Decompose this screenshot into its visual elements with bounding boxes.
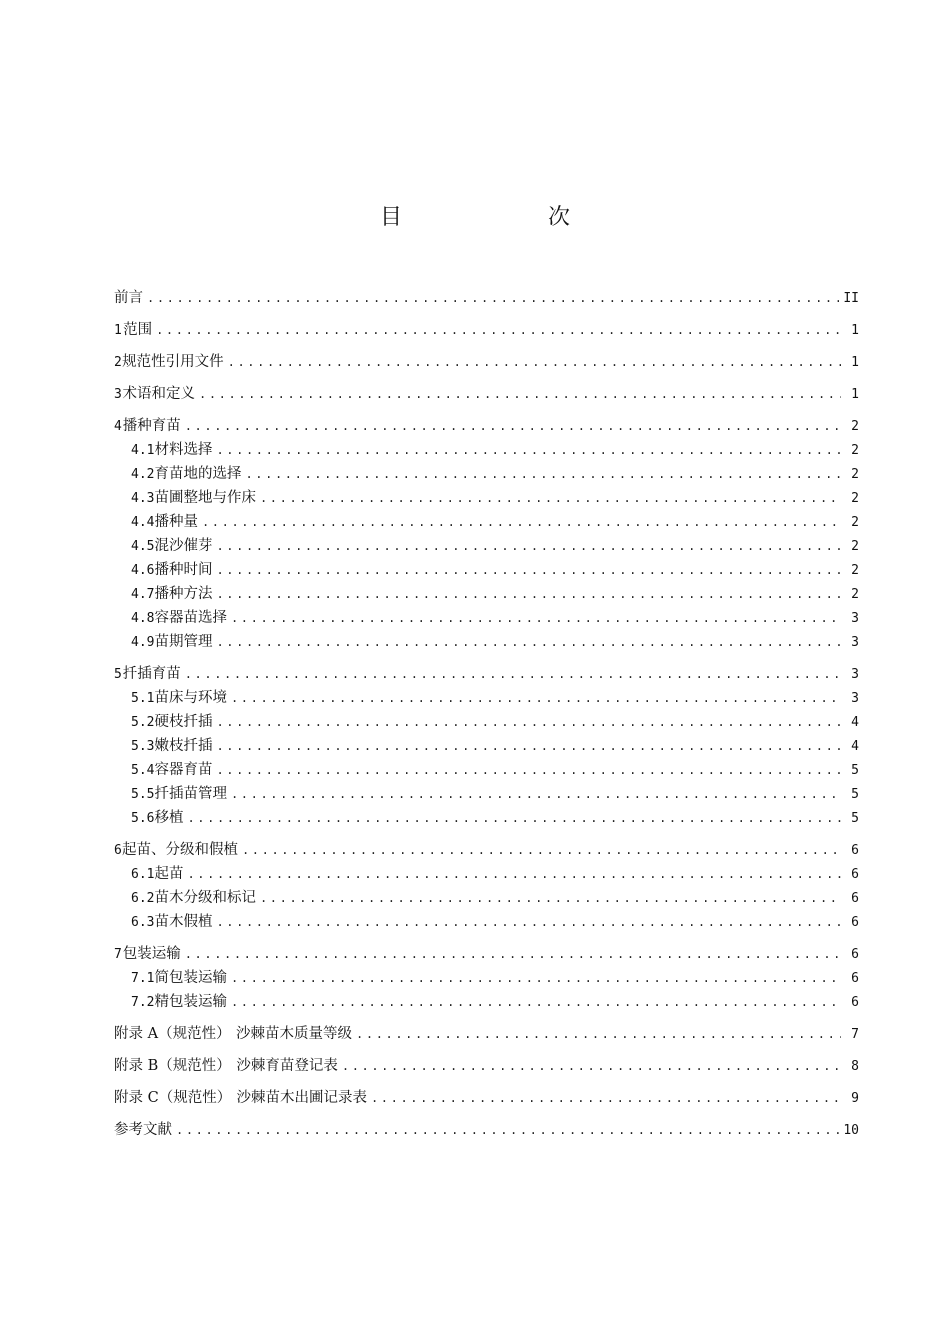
toc-entry-4-3[interactable] [114,486,859,510]
toc-entry-4-9[interactable] [114,630,859,654]
toc-entry-label: 苗期管理 [154,634,213,650]
toc-page-number: II [843,291,859,306]
toc-section-number: 5.1 [131,691,155,706]
toc-entry-label: 扦插苗管理 [154,786,227,802]
toc-entry-5[interactable] [114,662,859,686]
toc-section-number: 4.4 [131,515,155,530]
toc-entry-7-1[interactable] [114,966,859,990]
toc-entry-5-1[interactable] [114,686,859,710]
toc-entry-3[interactable] [114,382,859,406]
toc-leader-dots [245,462,841,486]
toc-entry-label: 嫩枝扦插 [154,738,213,754]
toc-section-number: 5.3 [131,739,155,754]
toc-page-number: 6 [851,947,859,962]
toc-leader-dots [216,534,841,558]
toc-entry-4[interactable] [114,414,859,438]
toc-leader-dots [260,486,841,510]
toc-entry-label: 容器苗选择 [154,610,227,626]
toc-leader-dots [231,686,841,710]
toc-leader-dots [156,318,841,342]
toc-entry-label: 简包装运输 [154,970,227,986]
toc-page-number: 1 [851,323,859,338]
toc-entry-1[interactable] [114,318,859,342]
toc-page-number: 2 [851,491,859,506]
toc-leader-dots [187,806,841,830]
toc-entry-4-1[interactable] [114,438,859,462]
toc-entry-label: 混沙催芽 [154,538,213,554]
toc-section-number: 4.3 [131,491,155,506]
toc-section-number: 4.8 [131,611,155,626]
toc-page-number: 8 [851,1059,859,1074]
toc-entry-5-5[interactable] [114,782,859,806]
toc-leader-dots [216,630,841,654]
toc-section-number: 4 [114,419,122,434]
toc-entry-label: 范围 [123,322,153,338]
toc-entry-label: 沙棘苗木出圃记录表 [236,1090,367,1106]
toc-appendix-prefix: 附录 B（规范性） [114,1058,231,1074]
toc-leader-dots [242,838,841,862]
toc-leader-dots [228,350,841,374]
toc-entry-label: 播种育苗 [122,418,181,434]
toc-page-number: 2 [851,515,859,530]
toc-entry-appendix-c[interactable] [114,1086,859,1110]
toc-page-number: 4 [851,715,859,730]
toc-page-number: 9 [851,1091,859,1106]
toc-section-number: 6.2 [131,891,155,906]
toc-leader-dots [199,382,841,406]
toc-entry-label: 沙棘育苗登记表 [236,1058,338,1074]
toc-leader-dots [231,782,841,806]
toc-page-number: 2 [851,467,859,482]
toc-section-number: 6.1 [131,867,155,882]
toc-entry-label: 规范性引用文件 [122,354,224,370]
toc-page-number: 2 [851,539,859,554]
toc-leader-dots [176,1118,839,1142]
toc-leader-dots [231,990,841,1014]
toc-leader-dots [231,966,841,990]
toc-page-number: 6 [851,891,859,906]
toc-section-number: 7 [114,947,122,962]
toc-entry-label: 术语和定义 [122,386,196,402]
toc-entry-appendix-b[interactable] [114,1054,859,1078]
toc-section-number: 1 [114,323,122,338]
toc-entry-label: 参考文献 [114,1122,172,1138]
toc-page-number: 1 [851,387,859,402]
toc-section-number: 7.1 [131,971,155,986]
toc-leader-dots [185,942,841,966]
toc-entry-4-8[interactable] [114,606,859,630]
toc-entry-label: 容器育苗 [154,762,213,778]
toc-entry-4-5[interactable] [114,534,859,558]
toc-entry-5-4[interactable] [114,758,859,782]
toc-leader-dots [216,910,841,934]
toc-leader-dots [185,662,841,686]
toc-page-number: 5 [851,763,859,778]
toc-section-number: 4.5 [131,539,155,554]
toc-leader-dots [147,286,839,310]
toc-appendix-prefix: 附录 C（规范性） [114,1090,232,1106]
toc-page-number: 7 [851,1027,859,1042]
toc-section-number: 3 [114,387,122,402]
toc-section-number: 5.6 [131,811,155,826]
toc-entry-label: 苗木假植 [154,914,213,930]
page-title: 目 次 [379,205,632,230]
toc-entry-label: 播种量 [154,514,198,530]
toc-page-number: 3 [851,667,859,682]
toc-entry-7-2[interactable] [114,990,859,1014]
toc-section-number: 4.2 [131,467,155,482]
toc-entry-4-4[interactable] [114,510,859,534]
toc-page-number: 6 [851,915,859,930]
toc-entry-label: 播种时间 [154,562,213,578]
toc-entry-label: 育苗地的选择 [154,466,242,482]
toc-entry-references[interactable] [114,1118,859,1142]
toc-entry-label: 材料选择 [154,442,213,458]
toc-section-number: 4.1 [131,443,155,458]
toc-entry-4-6[interactable] [114,558,859,582]
toc-leader-dots [216,734,841,758]
toc-page-number: 2 [851,587,859,602]
toc-section-number: 4.7 [131,587,155,602]
toc-entry-6-2[interactable] [114,886,859,910]
toc-entry-5-2[interactable] [114,710,859,734]
toc-page-number: 3 [851,611,859,626]
toc-leader-dots [216,710,841,734]
toc-entry-label: 精包装运输 [154,994,227,1010]
toc-entry-label: 沙棘苗木质量等级 [236,1026,353,1042]
toc-entry-label: 硬枝扦插 [154,714,213,730]
toc-page-number: 4 [851,739,859,754]
toc-leader-dots [216,438,841,462]
toc-entry-2[interactable] [114,350,859,374]
toc-entry-label: 起苗、分级和假植 [121,842,238,858]
toc-page-number: 6 [851,971,859,986]
toc-section-number: 6 [114,843,122,858]
toc-page-number: 6 [851,995,859,1010]
toc-appendix-prefix: 附录 A（规范性） [114,1026,231,1042]
toc-leader-dots [202,510,841,534]
table-of-contents [114,286,859,1142]
toc-leader-dots [216,582,841,606]
toc-leader-dots [185,414,841,438]
toc-page-number: 5 [851,811,859,826]
toc-page-number: 6 [851,843,859,858]
toc-leader-dots [231,606,841,630]
toc-page-number: 2 [851,419,859,434]
toc-entry-6-3[interactable] [114,910,859,934]
toc-leader-dots [356,1022,841,1046]
toc-entry-4-2[interactable] [114,462,859,486]
toc-page-number: 10 [843,1123,859,1138]
toc-section-number: 7.2 [131,995,155,1010]
toc-entry-label: 播种方法 [154,586,213,602]
toc-page-number: 2 [851,443,859,458]
toc-entry-5-6[interactable] [114,806,859,830]
toc-entry-6-1[interactable] [114,862,859,886]
toc-section-number: 4.6 [131,563,155,578]
toc-entry-appendix-a[interactable] [114,1022,859,1046]
toc-section-number: 5.2 [131,715,155,730]
toc-entry-foreword[interactable] [114,286,859,310]
toc-page-number: 5 [851,787,859,802]
toc-entry-label: 起苗 [154,866,184,882]
toc-leader-dots [260,886,841,910]
toc-entry-label: 包装运输 [122,946,181,962]
toc-section-number: 4.9 [131,635,155,650]
toc-page-number: 1 [851,355,859,370]
toc-section-number: 5.4 [131,763,155,778]
toc-page-number: 2 [851,563,859,578]
toc-entry-label: 苗圃整地与作床 [154,490,256,506]
toc-leader-dots [371,1086,841,1110]
toc-page-number: 6 [851,867,859,882]
toc-leader-dots [216,758,841,782]
toc-page-number: 3 [851,635,859,650]
toc-entry-6[interactable] [114,838,859,862]
toc-leader-dots [216,558,841,582]
toc-entry-7[interactable] [114,942,859,966]
toc-entry-label: 苗床与环境 [154,690,227,706]
toc-section-number: 6.3 [131,915,155,930]
toc-leader-dots [342,1054,841,1078]
toc-entry-label: 扦插育苗 [122,666,181,682]
toc-page-number: 3 [851,691,859,706]
toc-section-number: 2 [114,355,122,370]
toc-entry-5-3[interactable] [114,734,859,758]
toc-section-number: 5.5 [131,787,155,802]
toc-leader-dots [187,862,841,886]
toc-entry-label: 苗木分级和标记 [154,890,256,906]
toc-entry-4-7[interactable] [114,582,859,606]
toc-entry-label: 前言 [114,290,143,306]
toc-entry-label: 移植 [154,810,184,826]
toc-section-number: 5 [114,667,122,682]
